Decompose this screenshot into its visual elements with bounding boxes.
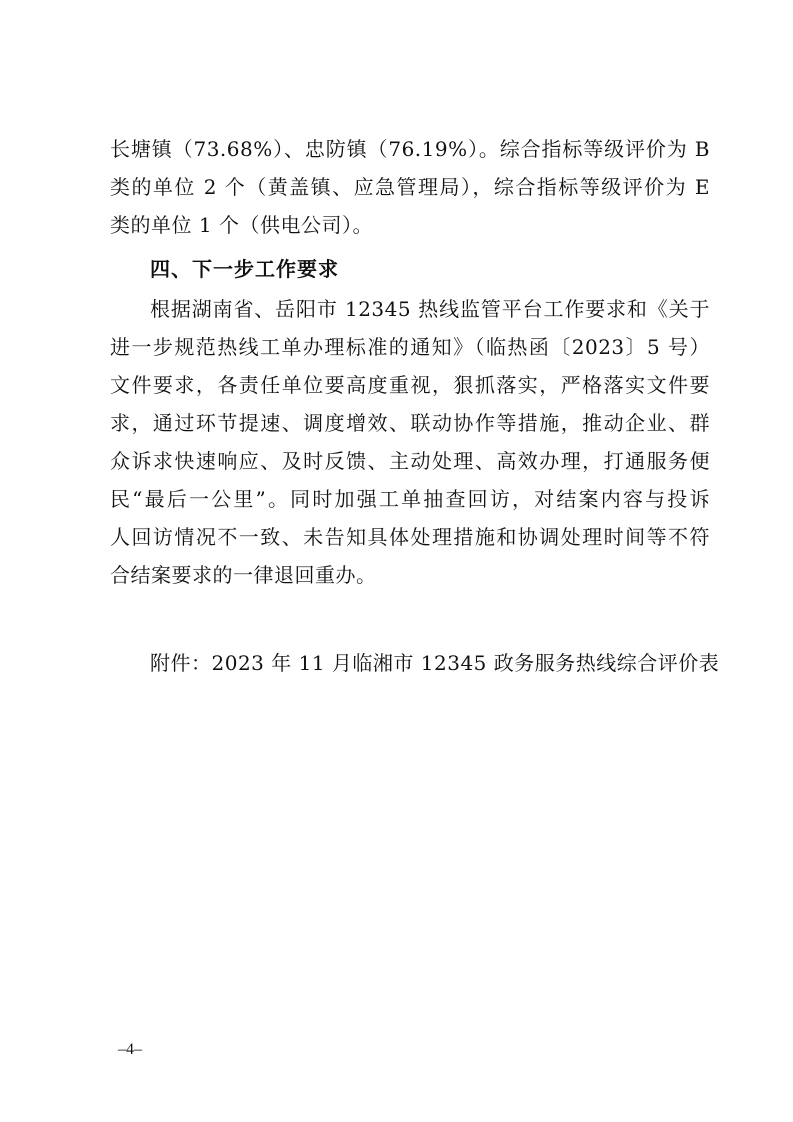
paragraph-1-line-1: 长塘镇（73.68%）、忠防镇（76.19%）。综合指标等级评价为 B [110, 137, 710, 161]
paragraph-2-line-5: 众诉求快速响应、及时反馈、主动处理、高效办理，打通服务便 [110, 449, 710, 473]
paragraph-2-line-3: 文件要求，各责任单位要高度重视，狠抓落实，严格落实文件要 [110, 373, 710, 397]
paragraph-2-line-7: 人回访情况不一致、未告知具体处理措施和协调处理时间等不符 [110, 525, 710, 549]
paragraph-1-line-2: 类的单位 2 个（黄盖镇、应急管理局），综合指标等级评价为 E [110, 175, 710, 199]
page-number: –4– [118, 1041, 142, 1058]
paragraph-2-line-4: 求，通过环节提速、调度增效、联动协作等措施，推动企业、群 [110, 411, 710, 435]
attachment-line: 附件：2023 年 11 月临湘市 12345 政务服务热线综合评价表 [150, 651, 720, 675]
section-heading: 四、下一步工作要求 [150, 257, 339, 281]
paragraph-2-line-2: 进一步规范热线工单办理标准的通知》（临热函〔2023〕5 号） [110, 335, 710, 359]
paragraph-2-line-8: 合结案要求的一律退回重办。 [110, 563, 377, 587]
paragraph-2-line-6: 民“最后一公里”。同时加强工单抽查回访，对结案内容与投诉 [110, 487, 710, 511]
paragraph-1-line-3: 类的单位 1 个（供电公司）。 [110, 213, 373, 237]
paragraph-2-line-1: 根据湖南省、岳阳市 12345 热线监管平台工作要求和《关于 [150, 297, 710, 321]
